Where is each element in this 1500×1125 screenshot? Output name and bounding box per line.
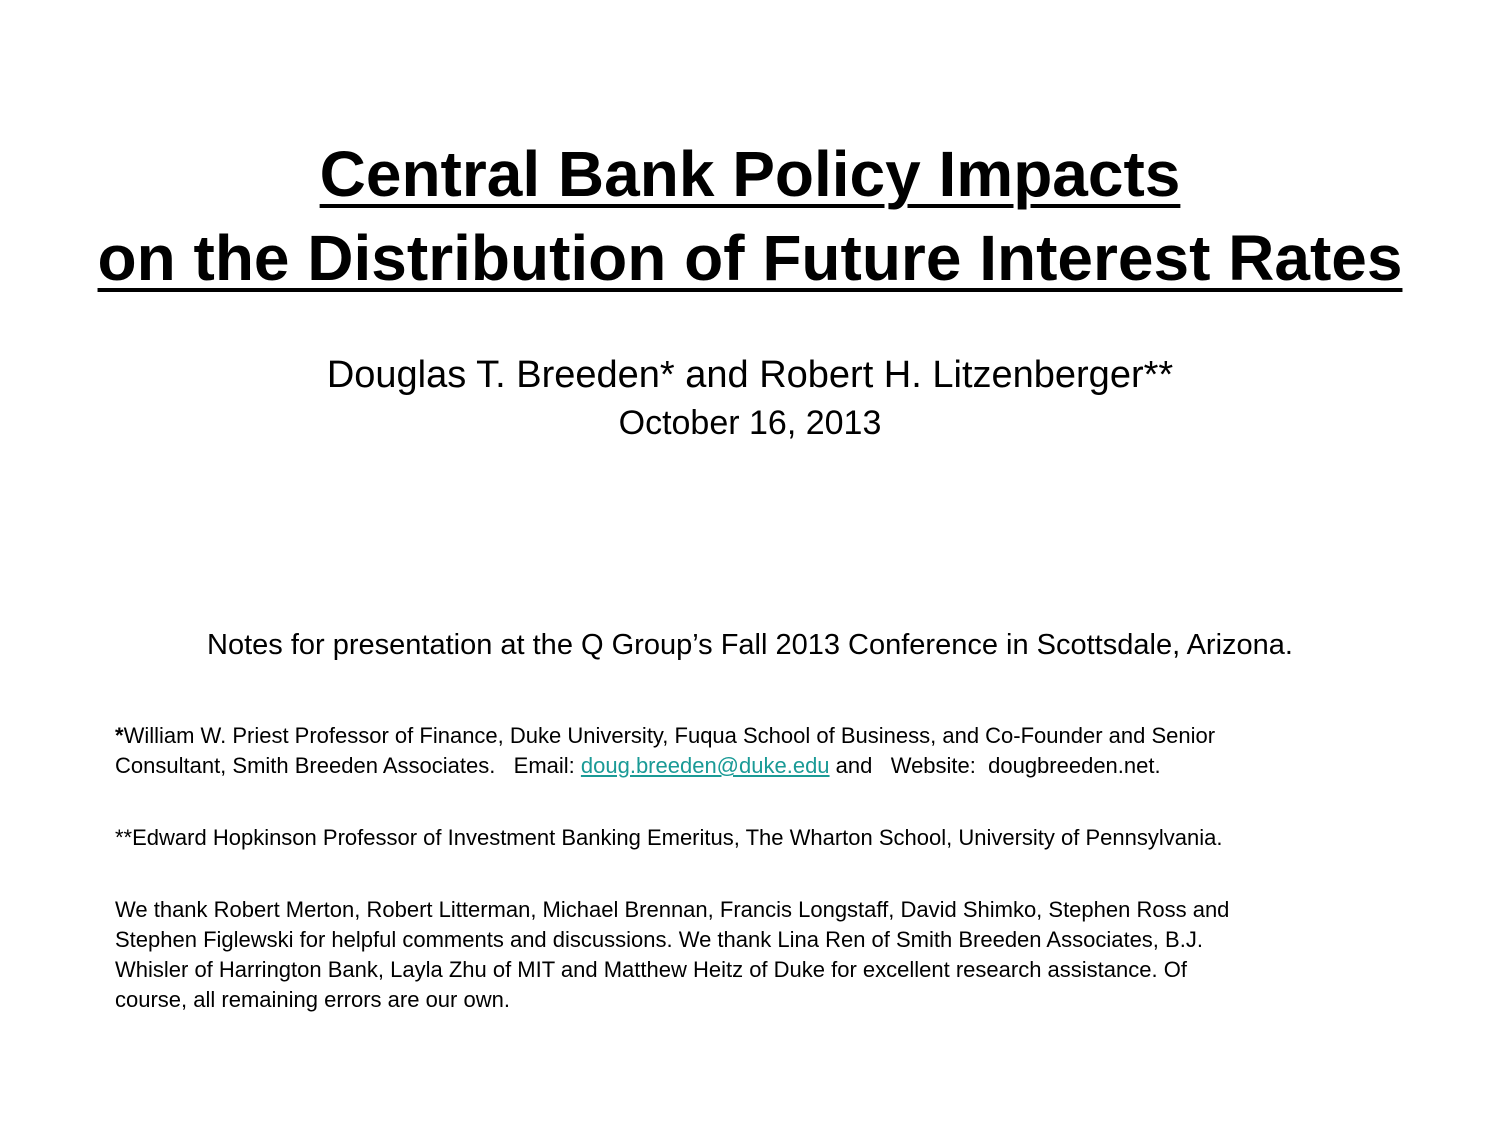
email-link[interactable]: doug.breeden@duke.edu xyxy=(580,753,830,778)
footnote-author-2 xyxy=(115,823,1415,853)
title-line-1: Central Bank Policy Impacts xyxy=(319,138,1181,210)
footnote-1-line-2 xyxy=(115,751,1415,781)
acknowledgements-line-4: course, all remaining errors are our own. xyxy=(115,987,510,1012)
presentation-note: Notes for presentation at the Q Group’s Fall 2013 Conference in Scottsdale, Arizona. xyxy=(207,629,1293,661)
footnote-1-line-1 xyxy=(115,721,1415,751)
footnote-1-affiliation: Consultant, Smith Breeden Associates. Email: xyxy=(115,753,581,778)
date: October 16, 2013 xyxy=(618,404,882,442)
acknowledgements-line-1: We thank Robert Merton, Robert Litterman, Michael Brennan, Francis Longstaff, David Shimko, Stephen Ross and xyxy=(115,897,1230,922)
footnote-1-marker: * xyxy=(115,723,124,748)
acknowledgements-line-3: Whisler of Harrington Bank, Layla Zhu of MIT and Matthew Heitz of Duke for excellent research assistance. Of xyxy=(115,957,1187,982)
footnote-1-text: William W. Priest Professor of Finance, Duke University, Fuqua School of Business, and Co-Founder and Senior xyxy=(123,723,1216,748)
authors: Douglas T. Breeden* and Robert H. Litzenberger** xyxy=(326,354,1174,396)
footnote-2-text: **Edward Hopkinson Professor of Investment Banking Emeritus, The Wharton School, University of Pennsylvania. xyxy=(115,825,1223,850)
footnote-author-1 xyxy=(115,721,1415,781)
document-title xyxy=(0,132,1500,300)
acknowledgements-line-2: Stephen Figlewski for helpful comments and discussions. We thank Lina Ren of Smith Breeden Associates, B.J. xyxy=(115,927,1203,952)
title-line-2: on the Distribution of Future Interest Rates xyxy=(97,222,1403,294)
acknowledgements xyxy=(115,895,1415,1015)
footnote-1-website: and Website: dougbreeden.net. xyxy=(829,753,1161,778)
